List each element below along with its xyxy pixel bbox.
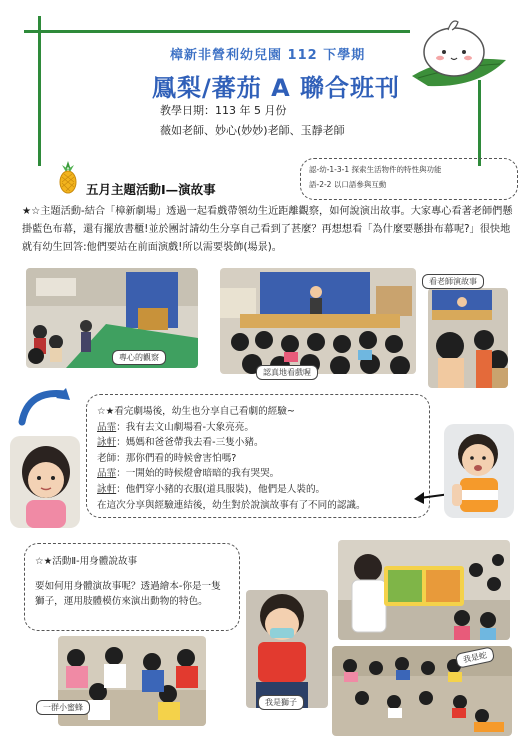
photo-caption: 一群小蜜蜂 bbox=[36, 700, 90, 715]
dialog-line bbox=[97, 420, 419, 436]
photo-child-girl bbox=[10, 436, 80, 528]
photo-teacher-storytelling bbox=[428, 288, 508, 388]
speaker-name: 詠軒 bbox=[97, 483, 117, 495]
photo-caption: 我是獅子 bbox=[258, 695, 304, 710]
photo-child-boy bbox=[444, 424, 514, 518]
speaker-name: 詠軒 bbox=[97, 437, 117, 449]
speech-text: ：我有去文山劇場看-大象亮亮。 bbox=[116, 421, 254, 433]
activity2-box bbox=[24, 543, 240, 631]
curriculum-objectives-box bbox=[300, 158, 518, 200]
speech-text: 老師：那你們看的時候會害怕嗎? bbox=[97, 452, 237, 464]
photo-caption: 專心的觀察 bbox=[112, 350, 166, 365]
speech-text: ：他們穿小豬的衣服(道具服裝)，他們是人裝的。 bbox=[116, 483, 326, 495]
speech-text: ：媽媽和爸爸帶我去看-三隻小豬。 bbox=[116, 437, 264, 449]
dialog-line bbox=[97, 451, 419, 467]
photo-teacher-reading bbox=[338, 540, 510, 640]
theme-paragraph: ★☆主題活動-結合「樟新劇場」透過一起看戲帶領幼生近距離觀察，如何說演出故事。大家專心看著老師們懸掛藍色布幕，還有擺放書櫃!並於團討請幼生分享自己看到了甚麼？再想想看「為什麼要懸掛布幕呢?」很快地就有幼生回答:他們要站在前面演戲!所以需要裝飾(場景)。 bbox=[22, 206, 513, 253]
newsletter-title: 鳳梨/蕃茄 A 聯合班刊 bbox=[152, 74, 401, 102]
dialog-line bbox=[97, 466, 419, 482]
photo-boy-lion bbox=[246, 590, 328, 708]
speaker-name: 品霏 bbox=[97, 468, 117, 480]
photo-audience bbox=[220, 268, 416, 374]
photo-caption: 認真地看戲喔 bbox=[256, 365, 318, 380]
speech-text: ：一開始的時候燈會暗暗的我有哭哭。 bbox=[116, 468, 280, 480]
activity2-title: ☆★活動Ⅱ-用身體說故事 bbox=[35, 556, 138, 567]
speaker-name: 品霏 bbox=[97, 421, 117, 433]
school-term-line: 樟新非營利幼兒園 112 下學期 bbox=[170, 48, 366, 63]
curved-arrow-icon bbox=[14, 388, 70, 428]
photo-caption: 我是蛇 bbox=[455, 646, 495, 669]
teaching-date: 教學日期：113 年 5 月份 bbox=[160, 104, 287, 117]
dialog-intro: ☆★看完劇場後，幼生也分享自己看劇的經驗~ bbox=[97, 406, 295, 417]
frame-line-top bbox=[24, 30, 410, 33]
dialog-line bbox=[97, 435, 419, 451]
pineapple-icon bbox=[56, 160, 80, 194]
frame-line-left bbox=[38, 16, 41, 166]
theme-title: 五月主題活動Ⅰ—演故事 bbox=[86, 182, 216, 197]
children-dialog-box bbox=[86, 394, 430, 518]
objective-line: 語-2-2 以口語參與互動 bbox=[309, 180, 387, 189]
teachers-line: 薇如老師、妙心(妙妙)老師、玉靜老師 bbox=[160, 124, 345, 137]
dialog-line bbox=[97, 482, 419, 498]
objective-line: 認-幼-1-3-1 探索生活物件的特性與功能 bbox=[309, 165, 442, 174]
dialog-closing: 在這次分享與經驗連結後，幼生對於說演故事有了不同的認識。 bbox=[97, 499, 366, 511]
activity2-body: 要如何用身體演故事呢？透過繪本-你是一隻獅子，運用肢體模仿來演出動物的特色。 bbox=[35, 581, 221, 607]
mascot-illustration bbox=[408, 14, 508, 94]
photo-caption: 看老師演故事 bbox=[422, 274, 484, 289]
